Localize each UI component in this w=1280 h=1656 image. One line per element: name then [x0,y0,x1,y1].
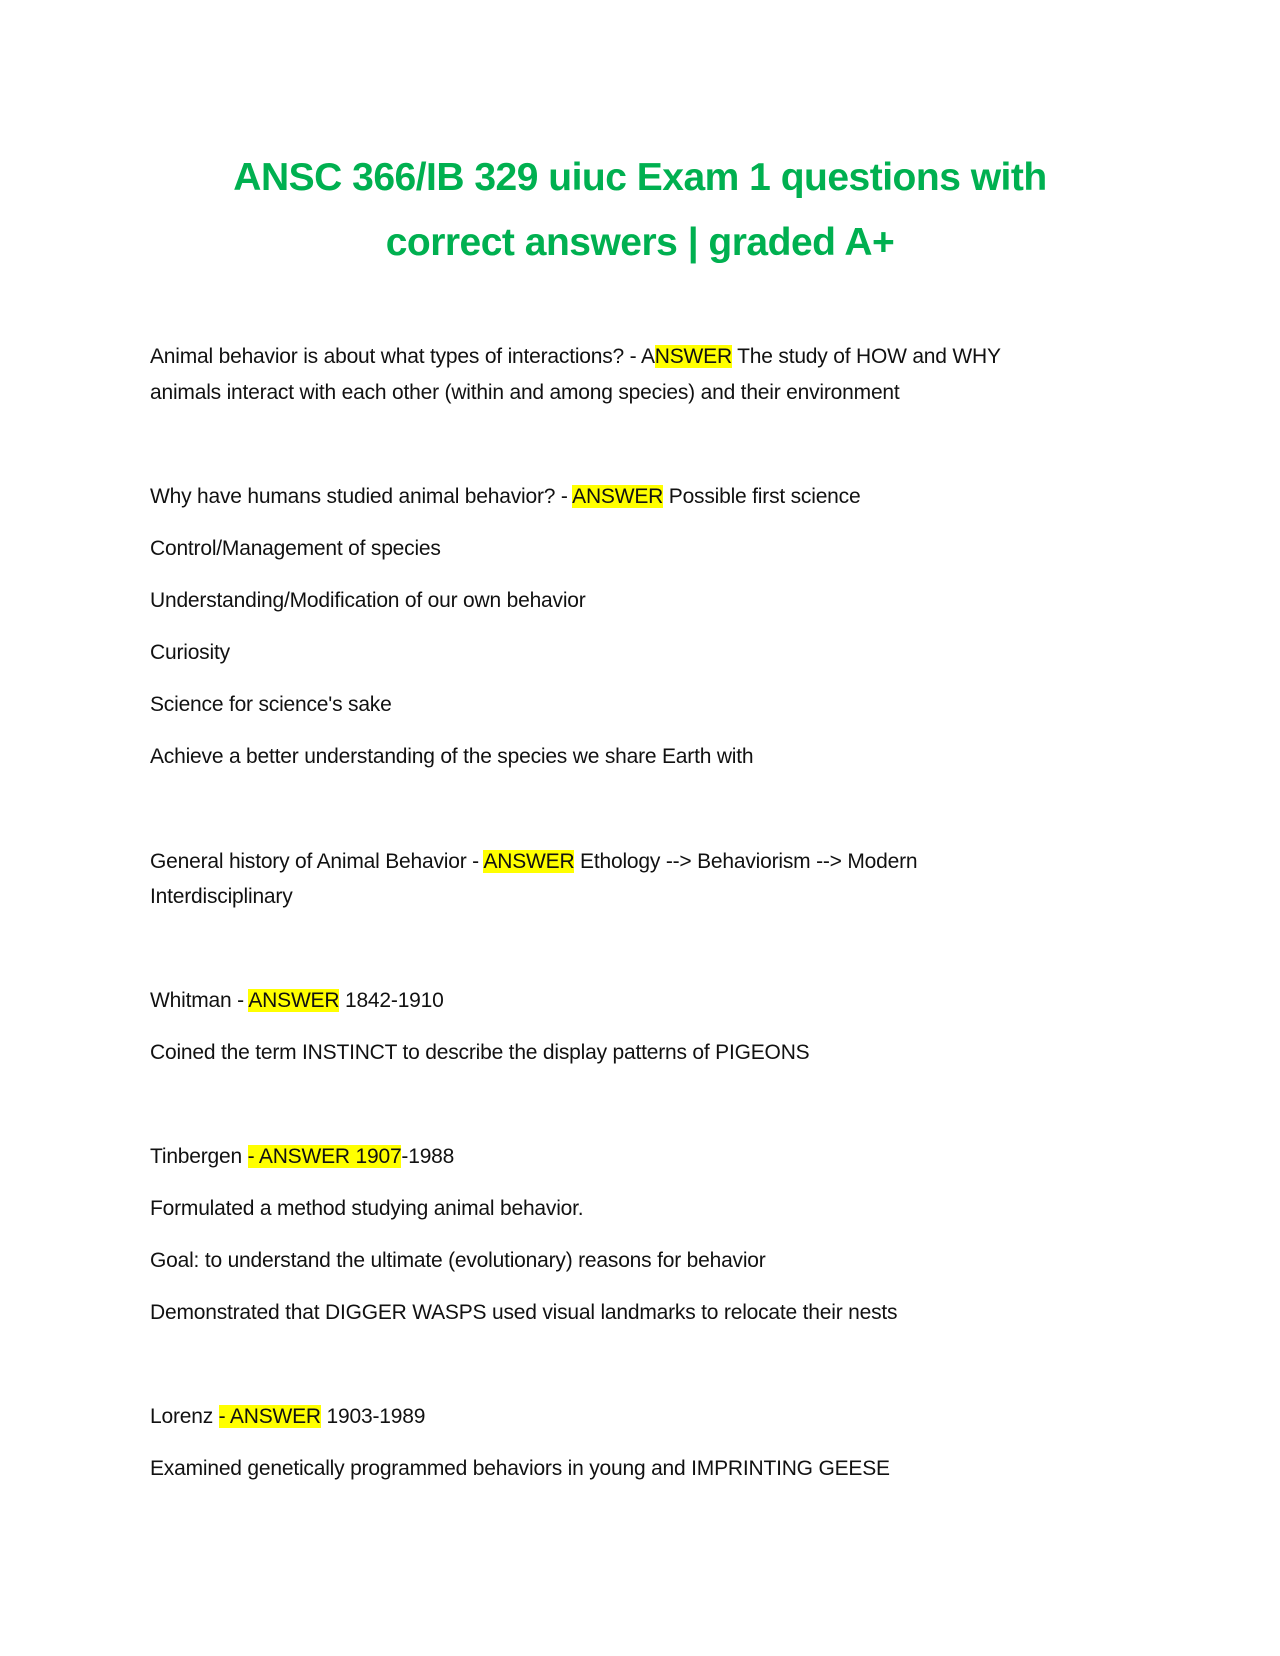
qa-entry-2-question [150,486,860,507]
answer-highlight: - ANSWER 1907 [247,1145,402,1168]
qa-entry-2-line: Science for science's sake [150,693,392,716]
qa-entry-2-line: Curiosity [150,641,230,664]
answer-text: 1903-1989 [320,1405,426,1428]
qa-entry-2-line: Understanding/Modification of our own behavior [150,589,586,612]
question-text: General history of Animal Behavior - [150,850,484,873]
qa-entry-3-continuation: Interdisciplinary [150,885,293,908]
qa-entry-5-line: Formulated a method studying animal behavior. [150,1197,584,1220]
qa-entry-4-line: Coined the term INSTINCT to describe the display patterns of PIGEONS [150,1041,810,1064]
qa-entry-5-line: Demonstrated that DIGGER WASPS used visual landmarks to relocate their nests [150,1301,898,1324]
qa-entry-6-question [150,1406,425,1427]
answer-text: Possible first science [663,485,861,508]
qa-entry-5-line: Goal: to understand the ultimate (evolutionary) reasons for behavior [150,1249,766,1272]
qa-entry-2-line: Achieve a better understanding of the species we share Earth with [150,745,754,768]
question-text: Animal behavior is about what types of interactions? - A [150,345,655,368]
answer-text: 1842-1910 [339,989,444,1012]
qa-entry-5-question [150,1146,454,1167]
question-text: Tinbergen [150,1145,248,1168]
document-title-line-1: ANSC 366/IB 329 uiuc Exam 1 questions with [233,156,1047,199]
answer-highlight: ANSWER [572,485,664,508]
answer-text: -1988 [401,1145,455,1168]
answer-highlight: ANSWER [483,850,575,873]
answer-text: Ethology --> Behaviorism --> Modern [574,850,918,873]
answer-highlight: NSWER [654,345,732,368]
qa-entry-6-line: Examined genetically programmed behaviors in young and IMPRINTING GEESE [150,1457,890,1480]
qa-entry-4-question [150,990,444,1011]
question-text: Lorenz [150,1405,219,1428]
qa-entry-3-question [150,851,917,872]
qa-entry-2-line: Control/Management of species [150,537,441,560]
qa-entry-1-continuation: animals interact with each other (within and among species) and their environment [150,381,900,404]
question-text: Why have humans studied animal behavior? - [150,485,573,508]
question-text: Whitman - [150,989,249,1012]
document-title-line-2: correct answers | graded A+ [385,221,895,264]
answer-highlight: - ANSWER [218,1405,321,1428]
qa-entry-1-question [150,346,1001,367]
answer-text: The study of HOW and WHY [731,345,1001,368]
answer-highlight: ANSWER [248,989,340,1012]
